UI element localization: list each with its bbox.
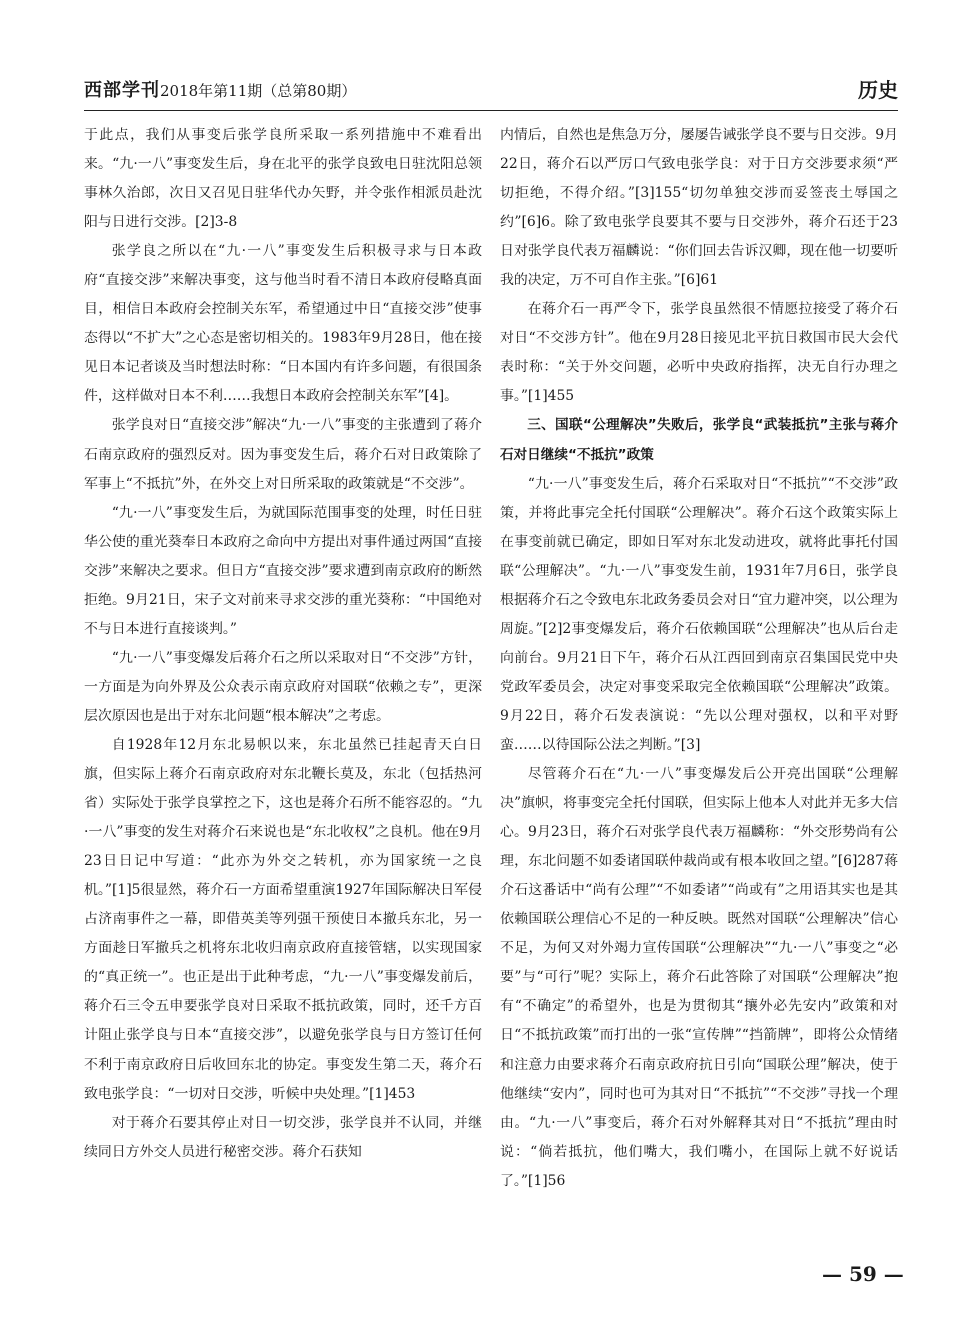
section-heading: 三、国联“公理解决”失败后，张学良“武装抵抗”主张与蒋介石对日继续“不抵抗”政策: [500, 417, 898, 463]
paragraph: 张学良对日“直接交涉”解决“九·一八”事变的主张遭到了蒋介石南京政府的强烈反对。因为事变发生后，蒋介石对日政策除了军事上“不抵抗”外，在外交上对日所采取的政策就是“不交涉”。: [84, 417, 482, 492]
right-column: [500, 121, 898, 1196]
paragraph: 于此点，我们从事变后张学良所采取一系列措施中不难看出来。“九·一八”事变发生后，身在北平的张学良致电日驻沈阳总领事林久治郎，次日又召见日驻华代办矢野，并令张作相派员赴沈阳与日进行交涉。[2]3-8: [84, 127, 482, 231]
paragraph: “九·一八”事变发生后，为就国际范围事变的处理，时任日驻华公使的重光葵奉日本政府之命向中方提出对事件通过两国“直接交涉”来解决之要求。但日方“直接交涉”要求遭到南京政府的断然拒绝。9月21日，宋子文对前来寻求交涉的重光葵称：“中国绝对不与日本进行直接谈判。”: [84, 504, 482, 637]
paragraph: 在蒋介石一再严令下，张学良虽然很不情愿拉接受了蒋介石对日“不交涉方针”。他在9月28日接见北平抗日救国市民大会代表时称：“关于外交问题，必听中央政府指挥，决无自行办理之事。”[1]455: [500, 301, 898, 405]
journal-name: 西部学刊: [84, 80, 160, 101]
paragraph: 张学良之所以在“九·一八”事变发生后积极寻求与日本政府“直接交涉”来解决事变，这与他当时看不清日本政府侵略真面目，相信日本政府会控制关东军，希望通过中日“直接交涉”使事态得以“不扩大”之心态是密切相关的。1983年9月28日，他在接见日本记者谈及当时想法时称：“日本国内有许多问题，有很国条件，这样做对日本不利……我想日本政府会控制关东军”[4]。: [84, 243, 482, 405]
section-label: 历史: [858, 78, 898, 102]
header-rule: [84, 110, 898, 111]
page-number: — 59 —: [822, 1262, 904, 1286]
journal-masthead: [84, 76, 356, 102]
paragraph: “九·一八”事变发生后，蒋介石采取对日“不抵抗”“不交涉”政策，并将此事完全托付国联“公理解决”。蒋介石这个政策实际上在事变前就已确定，即如日军对东北发动进攻，就将此事托付国联“公理解决”。“九·一八”事变发生前，1931年7月6日，张学良根据蒋介石之令致电东北政务委员会对日“宜力避冲突，以公理为周旋。”[2]2事变爆发后，蒋介石依赖国联“公理解决”也从后台走向前台。9月21日下午，蒋介石从江西回到南京召集国民党中央党政军委员会，决定对事变采取完全依赖国联“公理解决”政策。9月22日，蒋介石发表演说：“先以公理对强权，以和平对野蛮……以待国际公法之判断。”[3]: [500, 475, 898, 753]
paragraph: 内情后，自然也是焦急万分，屡屡告诫张学良不要与日交涉。9月22日，蒋介石以严厉口气致电张学良：对于日方交涉要求须“严切拒绝，不得介绍。”[3]155“切勿单独交涉而妥签丧土辱国之约”[6]6。除了致电张学良要其不要与日交涉外，蒋介石还于23日对张学良代表万福麟说：“你们回去告诉汉卿，现在他一切要听我的决定，万不可自作主张。”[6]61: [500, 127, 898, 289]
paragraph: 尽管蒋介石在“九·一八”事变爆发后公开亮出国联“公理解决”旗帜，将事变完全托付国联，但实际上他本人对此并无多大信心。9月23日，蒋介石对张学良代表万福麟称：“外交形势尚有公理，东北问题不如委诸国联仲裁尚或有根本收回之望。”[6]287蒋介石这番话中“尚有公理”“不如委诸”“尚或有”之用语其实也是其依赖国联公理信心不足的一种反映。既然对国联“公理解决”信心不足，为何又对外竭力宣传国联“公理解决”“九·一八”事变之“必要”与“可行”呢？实际上，蒋介石此答除了对国联“公理解决”抱有“不确定”的希望外，也是为贯彻其“攘外必先安内”政策和对日“不抵抗政策”而打出的一张“宣传牌”“挡箭牌”，即将公众情绪和注意力由要求蒋介石南京政府抗日引向“国联公理”解决，使于他继续“安内”，同时也可为其对日“不抵抗”“不交涉”寻找一个理由。“九·一八”事变后，蒋介石对外解释其对日“不抵抗”理由时说：“倘若抵抗，他们嘴大，我们嘴小，在国际上就不好说话了。”[1]56: [500, 766, 898, 1189]
page-header: [84, 74, 898, 104]
paragraph: “九·一八”事变爆发后蒋介石之所以采取对日“不交涉”方针，一方面是为向外界及公众表示南京政府对国联“依赖之专”，更深层次原因也是出于对东北问题“根本解决”之考虑。: [84, 649, 482, 724]
left-column: [84, 121, 482, 1167]
paragraph: 自1928年12月东北易帜以来，东北虽然已挂起青天白日旗，但实际上蒋介石南京政府对东北鞭长莫及，东北（包括热河省）实际处于张学良掌控之下，这也是蒋介石所不能容忍的。“九·一八”事变的发生对蒋介石来说也是“东北收权”之良机。他在9月23日日记中写道：“此亦为外交之转机，亦为国家统一之良机。”[1]5很显然，蒋介石一方面希望重演1927年国际解决日军侵占济南事件之一幕，即借英美等列强干预使日本撤兵东北，另一方面趁日军撤兵之机将东北收归南京政府直接管辖，以实现国家的“真正统一”。也正是出于此种考虑，“九·一八”事变爆发前后，蒋介石三令五申要张学良对日采取不抵抗政策，同时，还千方百计阻止张学良与日本“直接交涉”，以避免张学良与日方签订任何不利于南京政府日后收回东北的协定。事变发生第二天，蒋介石致电张学良：“一切对日交涉，听候中央处理。”[1]453: [84, 736, 482, 1102]
paragraph: 对于蒋介石要其停止对日一切交涉，张学良并不认同，并继续同日方外交人员进行秘密交涉。蒋介石获知: [84, 1114, 482, 1160]
journal-issue: 2018年第11期（总第80期）: [160, 82, 357, 100]
